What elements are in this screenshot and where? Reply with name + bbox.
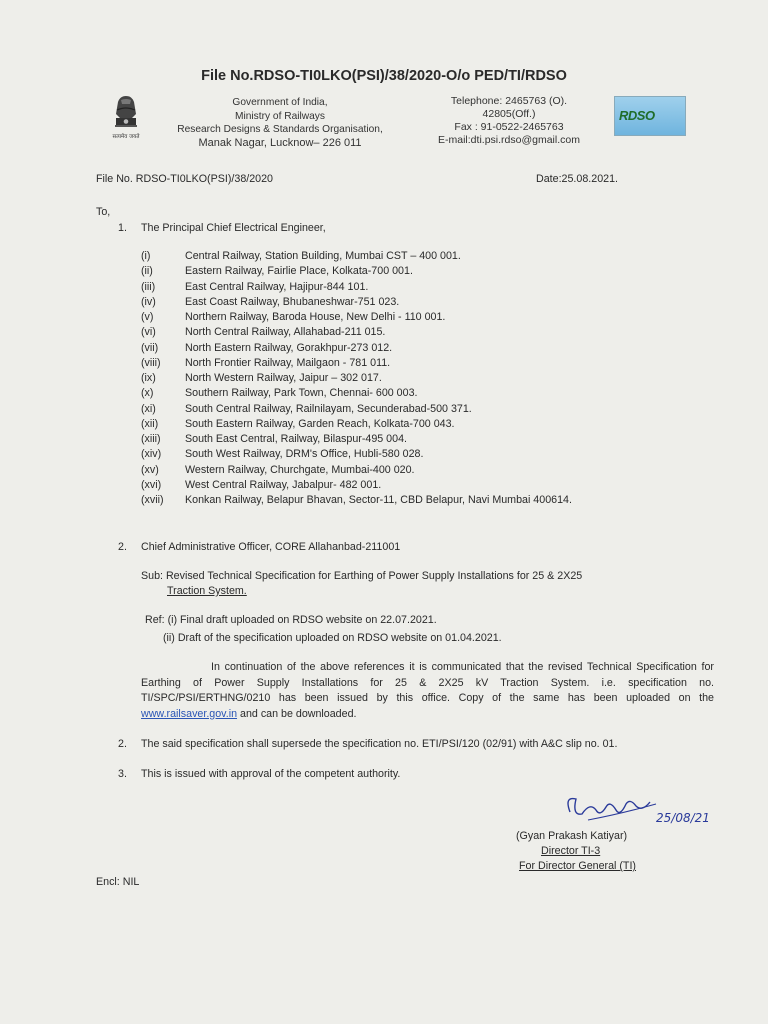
railway-list-number: (i) — [141, 250, 151, 262]
railway-list-address: South West Railway, DRM's Office, Hubli-580 028. — [185, 448, 424, 461]
organisation-line: Research Designs & Standards Organisation, — [177, 124, 383, 135]
telephone-ext-line: 42805(Off.) — [482, 108, 536, 120]
date-field — [536, 173, 618, 185]
date-label: Date: — [536, 173, 562, 185]
railway-list-address: Northern Railway, Baroda House, New Delhi - 110 001. — [185, 311, 446, 323]
railway-list-address: North Western Railway, Jaipur – 302 017. — [185, 372, 382, 384]
railway-list-number: (vii) — [141, 341, 159, 354]
point-3-number: 3. — [118, 768, 127, 780]
railway-list-number: (xiii) — [141, 433, 161, 445]
signatory-designation: Director TI-3 — [541, 845, 601, 857]
handwritten-signature — [560, 790, 710, 830]
body-paragraph — [141, 660, 714, 722]
addressee-1: The Principal Chief Electrical Engineer, — [141, 222, 326, 234]
subject-line-continued: Traction System. — [167, 585, 247, 597]
railway-list-number: (iii) — [141, 280, 156, 293]
railway-list-number: (v) — [141, 311, 154, 323]
addressee-1-number: 1. — [118, 222, 127, 234]
for-director-general: For Director General (TI) — [519, 860, 636, 872]
salutation: To, — [96, 206, 111, 218]
railway-list-number: (xi) — [141, 402, 156, 415]
railway-list-address: East Central Railway, Hajipur-844 101. — [185, 280, 369, 293]
railway-list-number: (iv) — [141, 295, 156, 308]
reference-1: Ref: (i) Final draft uploaded on RDSO website on 22.07.2021. — [145, 614, 437, 626]
paragraph-tail: and can be downloaded. — [240, 707, 357, 720]
rdso-logo — [614, 96, 686, 136]
signature-date: 25/08/21 — [656, 811, 710, 825]
railway-list-address: Central Railway, Station Building, Mumbai CST – 400 001. — [185, 250, 461, 262]
railway-list-number: (xiv) — [141, 448, 162, 461]
railway-list-number: (xvii) — [141, 494, 164, 506]
railway-list-address: North Frontier Railway, Mailgaon - 781 011. — [185, 356, 391, 369]
railsaver-link[interactable]: www.railsaver.gov.in — [141, 707, 238, 720]
railway-list-number: (viii) — [141, 356, 161, 369]
railway-list-number: (vi) — [141, 326, 156, 339]
subject-line: Sub: Revised Technical Specification for Earthing of Power Supply Installations for 25 & 2X25 — [141, 570, 583, 582]
railway-list-address: Western Railway, Churchgate, Mumbai-400 020. — [185, 463, 415, 476]
signatory-name: (Gyan Prakash Katiyar) — [516, 830, 628, 842]
railway-list-address: East Coast Railway, Bhubaneshwar-751 023. — [185, 295, 400, 308]
railway-list-number: (xv) — [141, 463, 159, 476]
addressee-2-number: 2. — [118, 541, 127, 553]
railway-list-address: North Central Railway, Allahabad-211 015. — [185, 326, 386, 339]
logo-lettering: RDSO — [619, 108, 655, 123]
file-number: File No. RDSO-TI0LKO(PSI)/38/2020 — [96, 173, 274, 185]
railway-list-number: (x) — [141, 387, 154, 400]
telephone-line: Telephone: 2465763 (O). — [450, 95, 568, 107]
ashoka-emblem-icon — [106, 94, 146, 156]
railway-list-address: West Central Railway, Jabalpur- 482 001. — [185, 478, 382, 491]
railway-list-address: South Eastern Railway, Garden Reach, Kolkata-700 043. — [185, 417, 455, 430]
enclosure: Encl: NIL — [96, 876, 140, 888]
contact-details — [414, 95, 604, 147]
addressee-2: Chief Administrative Officer, CORE Allahanbad-211001 — [141, 541, 401, 553]
point-2: The said specification shall supersede the specification no. ETI/PSI/120 (02/91) with A&C slip no. 01. — [141, 738, 618, 750]
point-3: This is issued with approval of the competent authority. — [141, 768, 401, 780]
railway-list-address: South Central Railway, Railnilayam, Secunderabad-500 371. — [185, 402, 472, 415]
fax-line: Fax : 91-0522-2465763 — [454, 121, 564, 133]
file-number-heading: File No.RDSO-TI0LKO(PSI)/38/2020-O/o PED/TI/RDSO — [201, 68, 567, 84]
railway-list-number: (xvi) — [141, 478, 162, 491]
railway-list-address: Southern Railway, Park Town, Chennai- 600 003. — [185, 387, 418, 400]
railway-list-number: (xii) — [141, 417, 159, 430]
railway-list-address: Eastern Railway, Fairlie Place, Kolkata-700 001. — [185, 265, 413, 278]
organisation-address — [160, 96, 400, 150]
paragraph-text: In continuation of the above references it is communicated that the revised Technical Specification for Earthing of Power Supply Installations for 25 & 2X25 kV Traction System. i.e. specification no. TI/SPC/PSI/ERTHNG/0210 has been issued by this office. Copy of the same has been uploaded on the — [141, 661, 714, 704]
ministry-line: Ministry of Railways — [234, 110, 325, 122]
email-line: E-mail:dti.psi.rdso@gmail.com — [438, 134, 580, 146]
railway-list-number: (ii) — [141, 265, 153, 278]
railway-list-number: (ix) — [141, 372, 156, 384]
address-line: Manak Nagar, Lucknow– 226 011 — [198, 136, 362, 149]
railway-list-address: Konkan Railway, Belapur Bhavan, Sector-11, CBD Belapur, Navi Mumbai 400614. — [185, 494, 572, 506]
reference-2: (ii) Draft of the specification uploaded on RDSO website on 01.04.2021. — [163, 632, 502, 644]
date-value: 25.08.2021. — [561, 173, 619, 185]
railway-list-address: North Eastern Railway, Gorakhpur-273 012. — [185, 341, 393, 354]
government-line: Government of India, — [232, 97, 328, 108]
railway-list-address: South East Central, Railway, Bilaspur-495 004. — [185, 433, 407, 445]
emblem-caption: सत्यमेव जयते — [112, 134, 140, 140]
point-2-number: 2. — [118, 738, 127, 750]
